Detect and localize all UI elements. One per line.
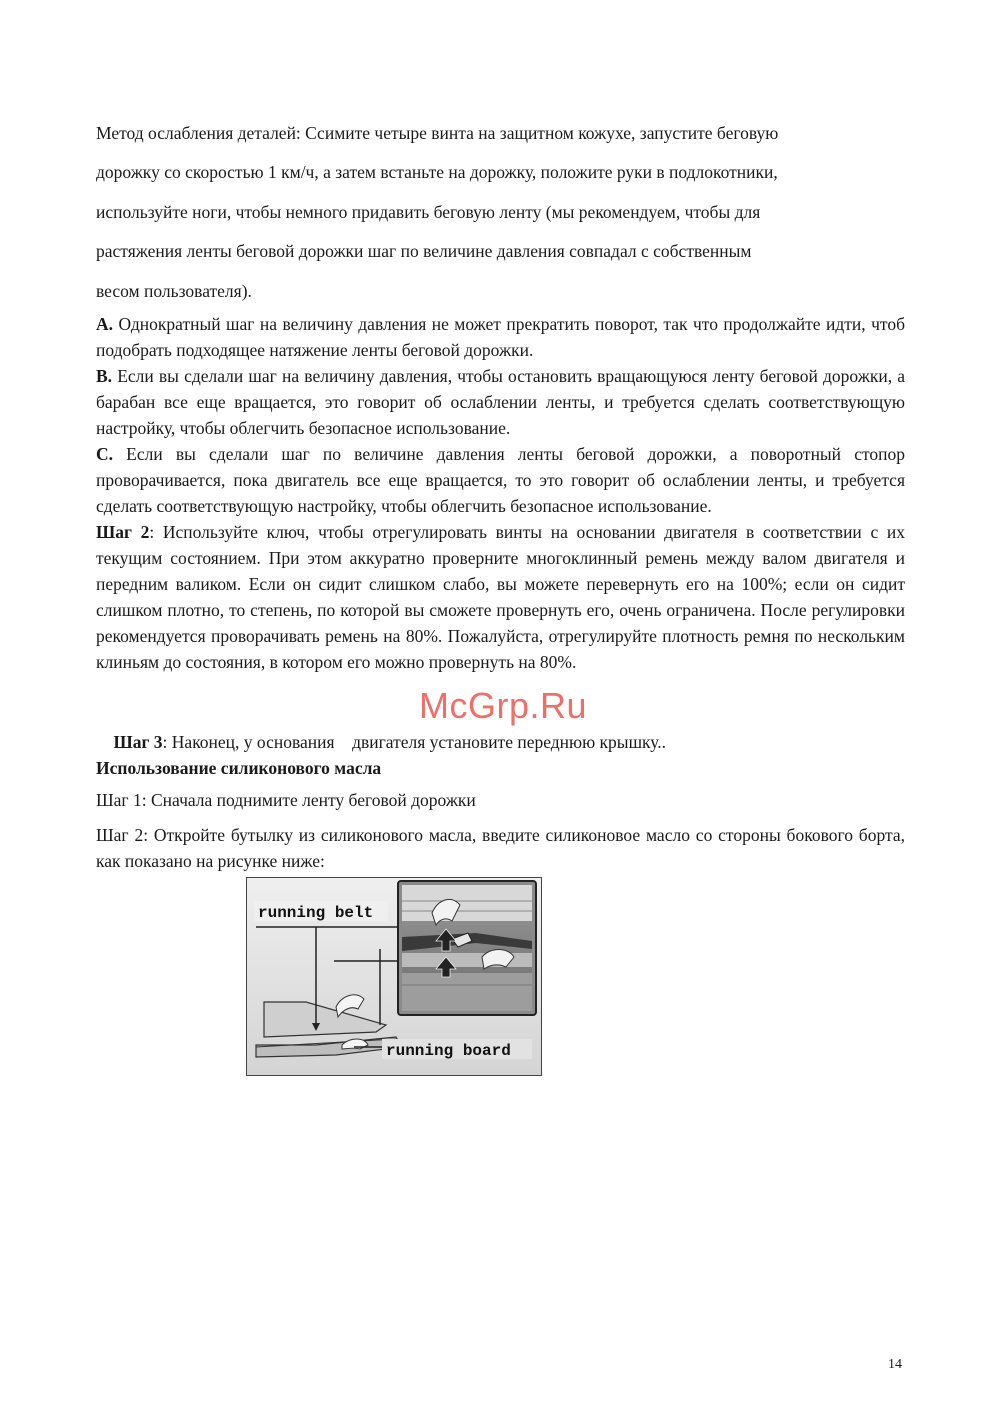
- running-belt-label: running belt: [258, 904, 374, 922]
- intro-line-2: дорожку со скоростью 1 км/ч, а затем встаньте на дорожку, положите руки в подлокотники,: [96, 162, 778, 182]
- intro-line-1: Метод ослабления деталей: Ссимите четыре винта на защитном кожухе, запустите беговую: [96, 123, 779, 143]
- item-a-label: А.: [96, 314, 114, 334]
- step3-label: Шаг 3: [113, 732, 163, 752]
- item-c-text: Если вы сделали шаг по величине давления ленты беговой дорожки, а поворотный стопор проворачивается, пока двигатель все еще вращается, то это говорит об ослаблении ленты, и требуется сделать соответствующую настройку, чтобы облегчить безопасное использование.: [96, 444, 905, 516]
- step2-text: : Используйте ключ, чтобы отрегулировать винты на основании двигателя в соответствии с их текущим состоянием. При этом аккуратно проверните многоклинный ремень между валом двигателя и передним валиком. Если он сидит слишком слабо, вы можете перевернуть его на 100%; если он сидит слишком плотно, то степень, по которой вы сможете провернуть его, очень ограничена. После регулировки рекомендуется проворачивать ремень на 80%. Пожалуйста, отрегулируйте плотность ремня по нескольким клиньям до состояния, в котором его можно провернуть на 80%.: [96, 522, 905, 672]
- item-b-label: В.: [96, 366, 113, 386]
- item-a: [96, 311, 905, 363]
- intro-line-5: весом пользователя).: [96, 281, 252, 301]
- item-c: [96, 441, 905, 519]
- treadmill-lubrication-figure: [246, 877, 542, 1076]
- silicone-step2: Шаг 2: Откройте бутылку из силиконового масла, введите силиконовое масло со стороны бокового борта, как показано на рисунке ниже:: [96, 825, 905, 871]
- watermark: McGrp.Ru: [419, 685, 588, 726]
- silicone-heading: Использование силиконового масла: [96, 758, 382, 778]
- item-c-label: С.: [96, 444, 114, 464]
- step2-label: Шаг 2: [96, 522, 150, 542]
- step2-paragraph: [96, 519, 905, 675]
- running-board-label: running board: [386, 1042, 511, 1060]
- intro-line-3: используйте ноги, чтобы немного придавить беговую ленту (мы рекомендуем, чтобы для: [96, 202, 761, 222]
- item-b: [96, 363, 905, 441]
- item-a-text: Однократный шаг на величину давления не может прекратить поворот, так что продолжайте идти, чтоб подобрать подходящее натяжение ленты беговой дорожки.: [96, 314, 905, 360]
- silicone-step1: Шаг 1: Сначала поднимите ленту беговой дорожки: [96, 790, 476, 810]
- step3-text: : Наконец, у основания двигателя установите переднюю крышку..: [162, 732, 667, 752]
- intro-line-4: растяжения ленты беговой дорожки шаг по величине давления совпадал с собственным: [96, 241, 752, 261]
- item-b-text: Если вы сделали шаг на величину давления, чтобы остановить вращающуюся ленту беговой дорожки, а барабан все еще вращается, это говорит об ослаблении ленты, и требуется сделать соответствующую настройку, чтобы облегчить безопасное использование.: [96, 366, 905, 438]
- page-number: 14: [888, 1357, 902, 1372]
